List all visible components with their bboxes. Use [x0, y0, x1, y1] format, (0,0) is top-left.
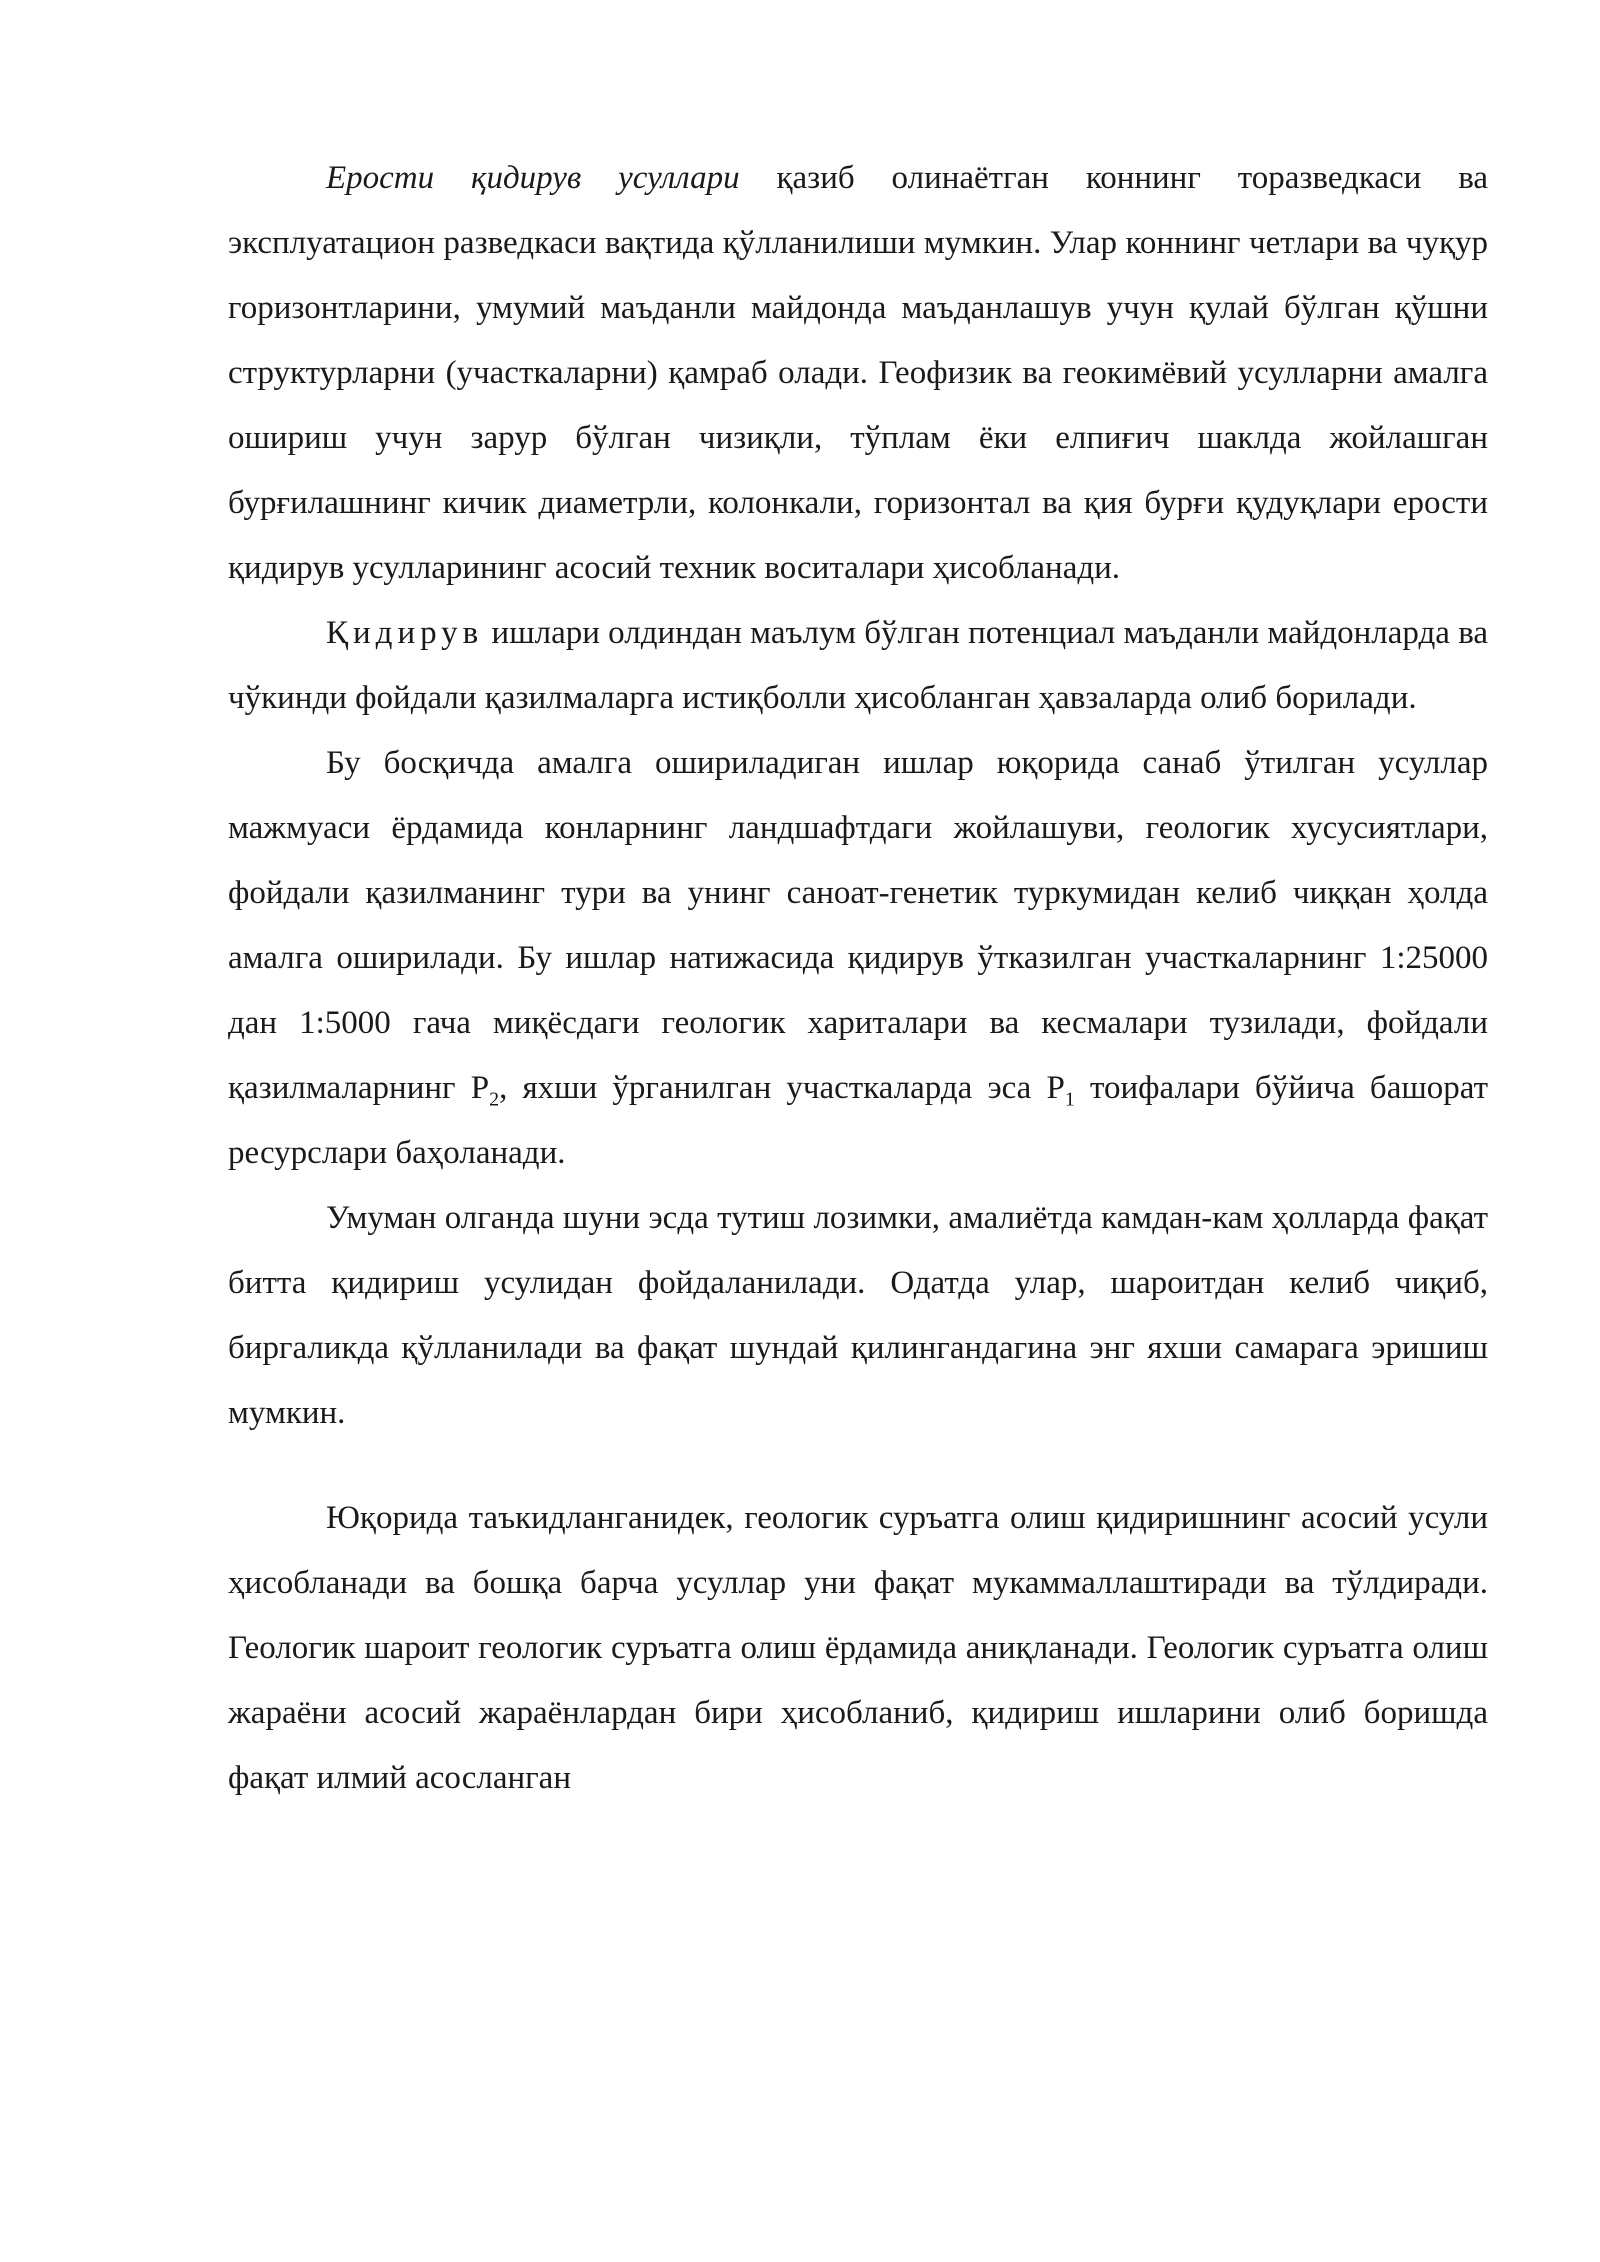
document-page — [228, 146, 1488, 1811]
paragraph-combined-methods — [228, 1186, 1488, 1446]
paragraph-text: қазиб олинаётган коннинг торазведкаси ва эксплуатацион разведкаси вақтида қўлланилиши мумкин. Улар коннинг четлари ва чуқур горизонтларини, умумий маъданли майдонда маъданлашув учун қулай бўлган қўшни структурларни (участкаларни) қамраб олади. Геофизик ва геокимёвий усулларни амалга ошириш учун зарур бўлган чизиқли, тўплам ёки елпиғич шаклда жойлашган бурғилашнинг кичик диаметрли, колонкали, горизонтал ва қия бурғи қудуқлари ерости қидирув усулларининг асосий техник воситалари ҳисобланади. — [228, 160, 1488, 586]
paragraph-text: тоифалари бўйича башорат ресурслари баҳоланади. — [228, 1070, 1488, 1171]
paragraph-exploration-work — [228, 601, 1488, 731]
paragraph-text: Бу босқичда амалга ошириладиган ишлар юқорида санаб ўтилган усуллар мажмуаси ёрдамида конларнинг ландшафтдаги жойлашуви, геологик хусусиятлари, фойдали қазилманинг тури ва унинг саноат-генетик туркумидан келиб чиққан ҳолда амалга оширилади. Бу ишлар натижасида қидирув ўтказилган участкаларнинг 1:25000 дан 1:5000 гача миқёсдаги геологик хариталари ва кесмалари тузилади, фойдали қазилмаларнинг Р — [228, 745, 1488, 1106]
paragraph-text: Умуман олганда шуни эсда тутиш лозимки, амалиётда камдан-кам ҳолларда фақат битта қидириш усулидан фойдаланилади. Одатда улар, шароитдан келиб чиқиб, биргаликда қўлланилади ва фақат шундай қилингандагина энг яхши самарага эришиш мумкин. — [228, 1200, 1488, 1431]
paragraph-stage-work — [228, 731, 1488, 1186]
paragraph-text: ишлари олдиндан маълум бўлган потенциал маъданли майдонларда ва чўкинди фойдали қазилмаларга истиқболли ҳисобланган ҳавзаларда олиб борилади. — [228, 615, 1488, 716]
paragraph-text: , яхши ўрганилган участкаларда эса Р — [499, 1070, 1065, 1106]
subscript: 1 — [1064, 1088, 1075, 1111]
paragraph-geological-survey — [228, 1486, 1488, 1811]
italic-term: Ерости қидирув усуллари — [326, 160, 740, 196]
paragraph-text: Юқорида таъкидланганидек, геологик суръатга олиш қидиришнинг асосий усули ҳисобланади ва бошқа барча усуллар уни фақат мукаммаллаштиради ва тўлдиради. Геологик шароит геологик суръатга олиш ёрдамида аниқланади. Геологик суръатга олиш жараёни асосий жараёнлардан бири ҳисобланиб, қидириш ишларини олиб боришда фақат илмий асосланган — [228, 1500, 1488, 1796]
spaced-term: Қидирув — [326, 615, 484, 651]
paragraph-underground-methods — [228, 146, 1488, 601]
subscript: 2 — [489, 1088, 500, 1111]
